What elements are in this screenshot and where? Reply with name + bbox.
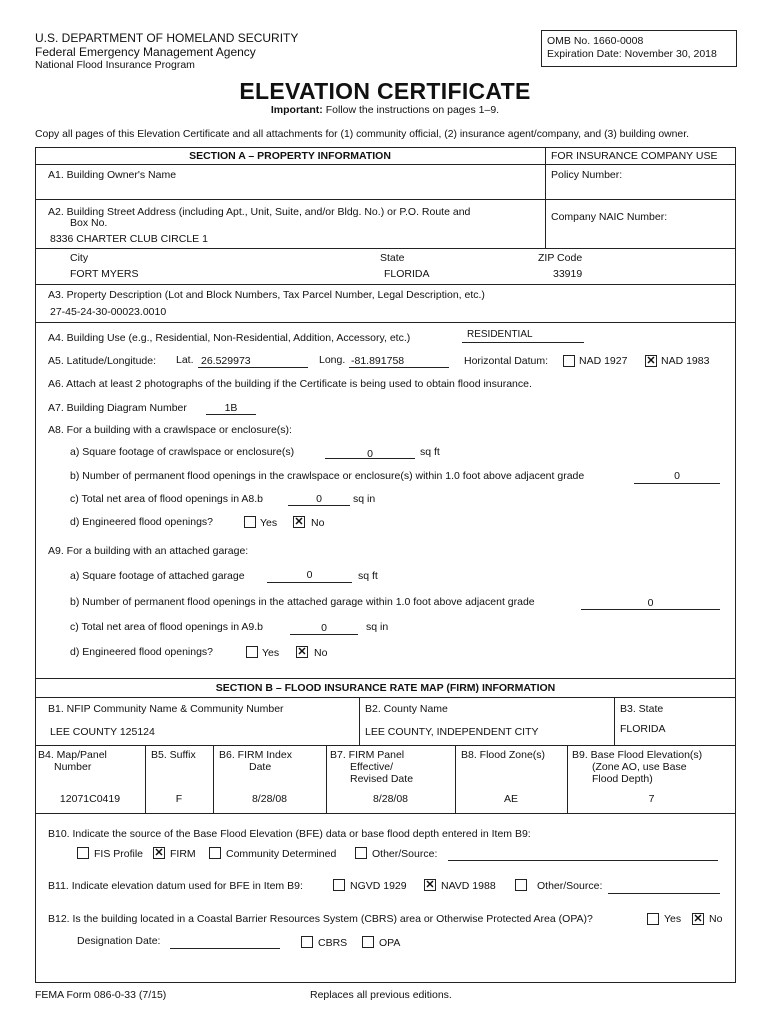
a8d-yes-label: Yes xyxy=(260,517,278,529)
fis-profile-checkbox[interactable] xyxy=(77,847,89,859)
b6-label-line: B6. FIRM Index xyxy=(219,749,292,761)
ngvd-1929-label: NGVD 1929 xyxy=(350,880,407,892)
divider xyxy=(35,678,736,679)
b7-label-line: B7. FIRM Panel xyxy=(330,749,405,761)
use-underline xyxy=(462,342,584,343)
a8b-label: b) Number of permanent flood openings in the crawlspace or enclosure(s) within 1.0 foot above adjacent grade xyxy=(70,470,585,482)
b5-label: B5. Suffix xyxy=(151,749,196,761)
omb-box xyxy=(541,30,737,67)
navd-1988-checkbox[interactable]: ✕ xyxy=(425,879,435,891)
a8b-underline xyxy=(634,483,720,484)
divider xyxy=(614,697,615,745)
divider xyxy=(359,697,360,745)
a9a-value[interactable]: 0 xyxy=(306,569,313,581)
program-name: National Flood Insurance Program xyxy=(35,59,195,71)
nad1983-checkbox[interactable]: ✕ xyxy=(646,355,656,367)
a9c-label: c) Total net area of flood openings in A9.b xyxy=(70,621,264,633)
b9-label-line: Flood Depth) xyxy=(592,773,653,785)
a8c-underline xyxy=(288,505,350,506)
zip-label: ZIP Code xyxy=(538,252,583,264)
b1-value[interactable]: LEE COUNTY 125124 xyxy=(50,726,155,738)
b11-other-underline[interactable] xyxy=(608,893,720,894)
a1-label: A1. Building Owner's Name xyxy=(48,169,177,181)
a9b-value[interactable]: 0 xyxy=(647,597,654,609)
b7-label-line: Effective/ xyxy=(350,761,393,773)
replaces-note: Replaces all previous editions. xyxy=(310,989,452,1001)
agency-name: Federal Emergency Management Agency xyxy=(35,45,256,59)
important-text: Follow the instructions on pages 1–9. xyxy=(325,104,500,116)
b1-label: B1. NFIP Community Name & Community Number xyxy=(48,703,284,715)
long-label: Long. xyxy=(319,354,346,366)
b10-label: B10. Indicate the source of the Base Flood Elevation (BFE) data or base flood depth entered in Item B9: xyxy=(48,828,531,840)
b12-yes-checkbox[interactable] xyxy=(647,913,659,925)
nad1927-checkbox[interactable] xyxy=(563,355,575,367)
divider xyxy=(35,745,736,746)
b5-value[interactable]: F xyxy=(175,793,183,805)
divider xyxy=(35,164,736,165)
a9-label: A9. For a building with an attached garage: xyxy=(48,545,249,557)
important-note xyxy=(0,104,770,116)
designation-date-underline[interactable] xyxy=(170,948,280,949)
a6-label: A6. Attach at least 2 photographs of the building if the Certificate is being used to obtain flood insurance. xyxy=(48,378,532,390)
a8d-no-checkbox[interactable]: ✕ xyxy=(294,516,304,528)
a4-label: A4. Building Use (e.g., Residential, Non-Residential, Addition, Accessory, etc.) xyxy=(48,332,411,344)
b11-label: B11. Indicate elevation datum used for BFE in Item B9: xyxy=(48,880,303,892)
nad1927-label: NAD 1927 xyxy=(579,355,628,367)
b6-value[interactable]: 8/28/08 xyxy=(251,793,288,805)
b12-no-checkbox[interactable]: ✕ xyxy=(693,913,703,925)
a8b-value[interactable]: 0 xyxy=(674,470,680,482)
b7-label xyxy=(330,749,413,785)
page-title: ELEVATION CERTIFICATE xyxy=(239,78,531,104)
building-use-value[interactable]: RESIDENTIAL xyxy=(467,329,533,340)
navd-1988-label: NAVD 1988 xyxy=(441,880,496,892)
policy-number-label[interactable]: Policy Number: xyxy=(551,169,623,181)
a9a-underline xyxy=(267,582,352,583)
other-source-underline[interactable] xyxy=(448,860,718,861)
lat-label: Lat. xyxy=(176,354,194,366)
b11-other-label: Other/Source: xyxy=(537,880,603,892)
diagram-underline xyxy=(206,414,256,415)
a8a-label: a) Square footage of crawlspace or enclosure(s) xyxy=(70,446,295,458)
ngvd-1929-checkbox[interactable] xyxy=(333,879,345,891)
a9b-label: b) Number of permanent flood openings in the attached garage within 1.0 foot above adjacent grade xyxy=(70,596,535,608)
a8a-value[interactable]: 0 xyxy=(367,448,373,460)
firm-checkbox[interactable]: ✕ xyxy=(154,847,164,859)
a8c-label: c) Total net area of flood openings in A8.b xyxy=(70,493,264,505)
opa-checkbox[interactable] xyxy=(362,936,374,948)
diagram-number-value[interactable]: 1B xyxy=(224,402,238,414)
fis-profile-label: FIS Profile xyxy=(94,848,144,860)
copy-note: Copy all pages of this Elevation Certificate and all attachments for (1) community official, (2) insurance agent/company, and (3) building owner. xyxy=(35,129,689,140)
b12-label: B12. Is the building located in a Coastal Barrier Resources System (CBRS) area or Otherwise Protected Area (OPA)? xyxy=(48,913,593,925)
divider xyxy=(35,813,736,814)
a8c-unit: sq in xyxy=(353,493,376,505)
community-determined-checkbox[interactable] xyxy=(209,847,221,859)
a9d-label: d) Engineered flood openings? xyxy=(70,646,214,658)
important-label: Important: xyxy=(270,104,323,116)
a9d-no-label: No xyxy=(314,647,328,659)
b11-other-checkbox[interactable] xyxy=(515,879,527,891)
section-b-title: SECTION B – FLOOD INSURANCE RATE MAP (FIRM) INFORMATION xyxy=(215,682,556,694)
b12-yes-label: Yes xyxy=(664,913,682,925)
divider xyxy=(35,322,736,323)
other-source-label: Other/Source: xyxy=(372,848,438,860)
b9-value[interactable]: 7 xyxy=(648,793,655,805)
naic-label[interactable]: Company NAIC Number: xyxy=(551,211,668,223)
a3-label: A3. Property Description (Lot and Block Numbers, Tax Parcel Number, Legal Description, etc.) xyxy=(48,289,485,301)
divider xyxy=(35,199,736,200)
b4-label-line: B4. Map/Panel xyxy=(38,749,107,761)
b6-label xyxy=(219,749,292,773)
a8-label: A8. For a building with a crawlspace or enclosure(s): xyxy=(48,424,292,436)
b9-label-line: B9. Base Flood Elevation(s) xyxy=(572,749,703,761)
city-label: City xyxy=(70,252,89,264)
a9a-unit: sq ft xyxy=(358,570,378,582)
a9c-value[interactable]: 0 xyxy=(321,622,327,634)
opa-label: OPA xyxy=(379,937,401,949)
a8d-no-label: No xyxy=(311,517,325,529)
parcel-value[interactable]: 27-45-24-30-00023.0010 xyxy=(50,306,167,318)
a8d-yes-checkbox[interactable] xyxy=(244,516,256,528)
form-number: FEMA Form 086-0-33 (7/15) xyxy=(35,989,167,1001)
b4-value[interactable]: 12071C0419 xyxy=(59,793,121,805)
a9c-underline xyxy=(290,634,358,635)
community-determined-label: Community Determined xyxy=(226,848,337,860)
b2-value[interactable]: LEE COUNTY, INDEPENDENT CITY xyxy=(365,726,539,738)
omb-number: OMB No. 1660-0008 xyxy=(547,35,644,47)
street-address[interactable]: 8336 CHARTER CLUB CIRCLE 1 xyxy=(50,233,208,245)
nad1983-label: NAD 1983 xyxy=(661,355,710,367)
latitude-value[interactable]: 26.529973 xyxy=(201,355,251,367)
b6-label-line: Date xyxy=(249,761,272,773)
b12-no-label: No xyxy=(709,913,723,925)
a2-label: A2. Building Street Address (including Apt., Unit, Suite, and/or Bldg. No.) or P.O. Route and xyxy=(48,206,471,218)
a5-label: A5. Latitude/Longitude: xyxy=(48,355,157,367)
divider xyxy=(545,147,546,249)
cbrs-label: CBRS xyxy=(318,937,348,949)
b2-label: B2. County Name xyxy=(365,703,448,715)
a9d-no-checkbox[interactable]: ✕ xyxy=(297,646,307,658)
b7-value[interactable]: 8/28/08 xyxy=(372,793,409,805)
long-underline xyxy=(349,367,449,368)
b7-label-line: Revised Date xyxy=(350,773,414,785)
b8-label: B8. Flood Zone(s) xyxy=(461,749,546,761)
insurance-use-label: FOR INSURANCE COMPANY USE xyxy=(551,150,718,162)
datum-label: Horizontal Datum: xyxy=(464,355,549,367)
other-source-checkbox[interactable] xyxy=(355,847,367,859)
divider xyxy=(35,284,736,285)
firm-label: FIRM xyxy=(170,848,196,860)
state-value[interactable]: FLORIDA xyxy=(384,268,430,280)
longitude-value[interactable]: -81.891758 xyxy=(351,355,405,367)
a7-label: A7. Building Diagram Number xyxy=(48,402,187,414)
designation-date-label: Designation Date: xyxy=(77,935,161,947)
a9d-yes-label: Yes xyxy=(262,647,280,659)
zip-value[interactable]: 33919 xyxy=(553,268,583,280)
divider xyxy=(35,248,736,249)
a9b-underline xyxy=(581,609,720,610)
a8c-value[interactable]: 0 xyxy=(316,493,322,505)
expiration-date: Expiration Date: November 30, 2018 xyxy=(547,48,717,60)
a2-label-cont: Box No. xyxy=(70,217,108,229)
a8a-unit: sq ft xyxy=(420,446,440,458)
cbrs-checkbox[interactable] xyxy=(301,936,313,948)
city-value[interactable]: FORT MYERS xyxy=(70,268,139,280)
a8d-label: d) Engineered flood openings? xyxy=(70,516,214,528)
b4-label-line: Number xyxy=(54,761,92,773)
lat-underline xyxy=(198,367,308,368)
section-a-title: SECTION A – PROPERTY INFORMATION xyxy=(189,150,391,162)
a9d-yes-checkbox[interactable] xyxy=(246,646,258,658)
b4-label xyxy=(38,749,107,773)
b3-label: B3. State xyxy=(620,703,664,715)
state-label: State xyxy=(380,252,405,264)
b9-label xyxy=(572,749,702,785)
divider xyxy=(35,697,736,698)
department-name: U.S. DEPARTMENT OF HOMELAND SECURITY xyxy=(35,31,299,45)
a9a-label: a) Square footage of attached garage xyxy=(70,570,245,582)
b8-value[interactable]: AE xyxy=(503,793,518,805)
b9-label-line: (Zone AO, use Base xyxy=(592,761,687,773)
a9c-unit: sq in xyxy=(366,621,389,633)
b3-value[interactable]: FLORIDA xyxy=(620,723,666,735)
